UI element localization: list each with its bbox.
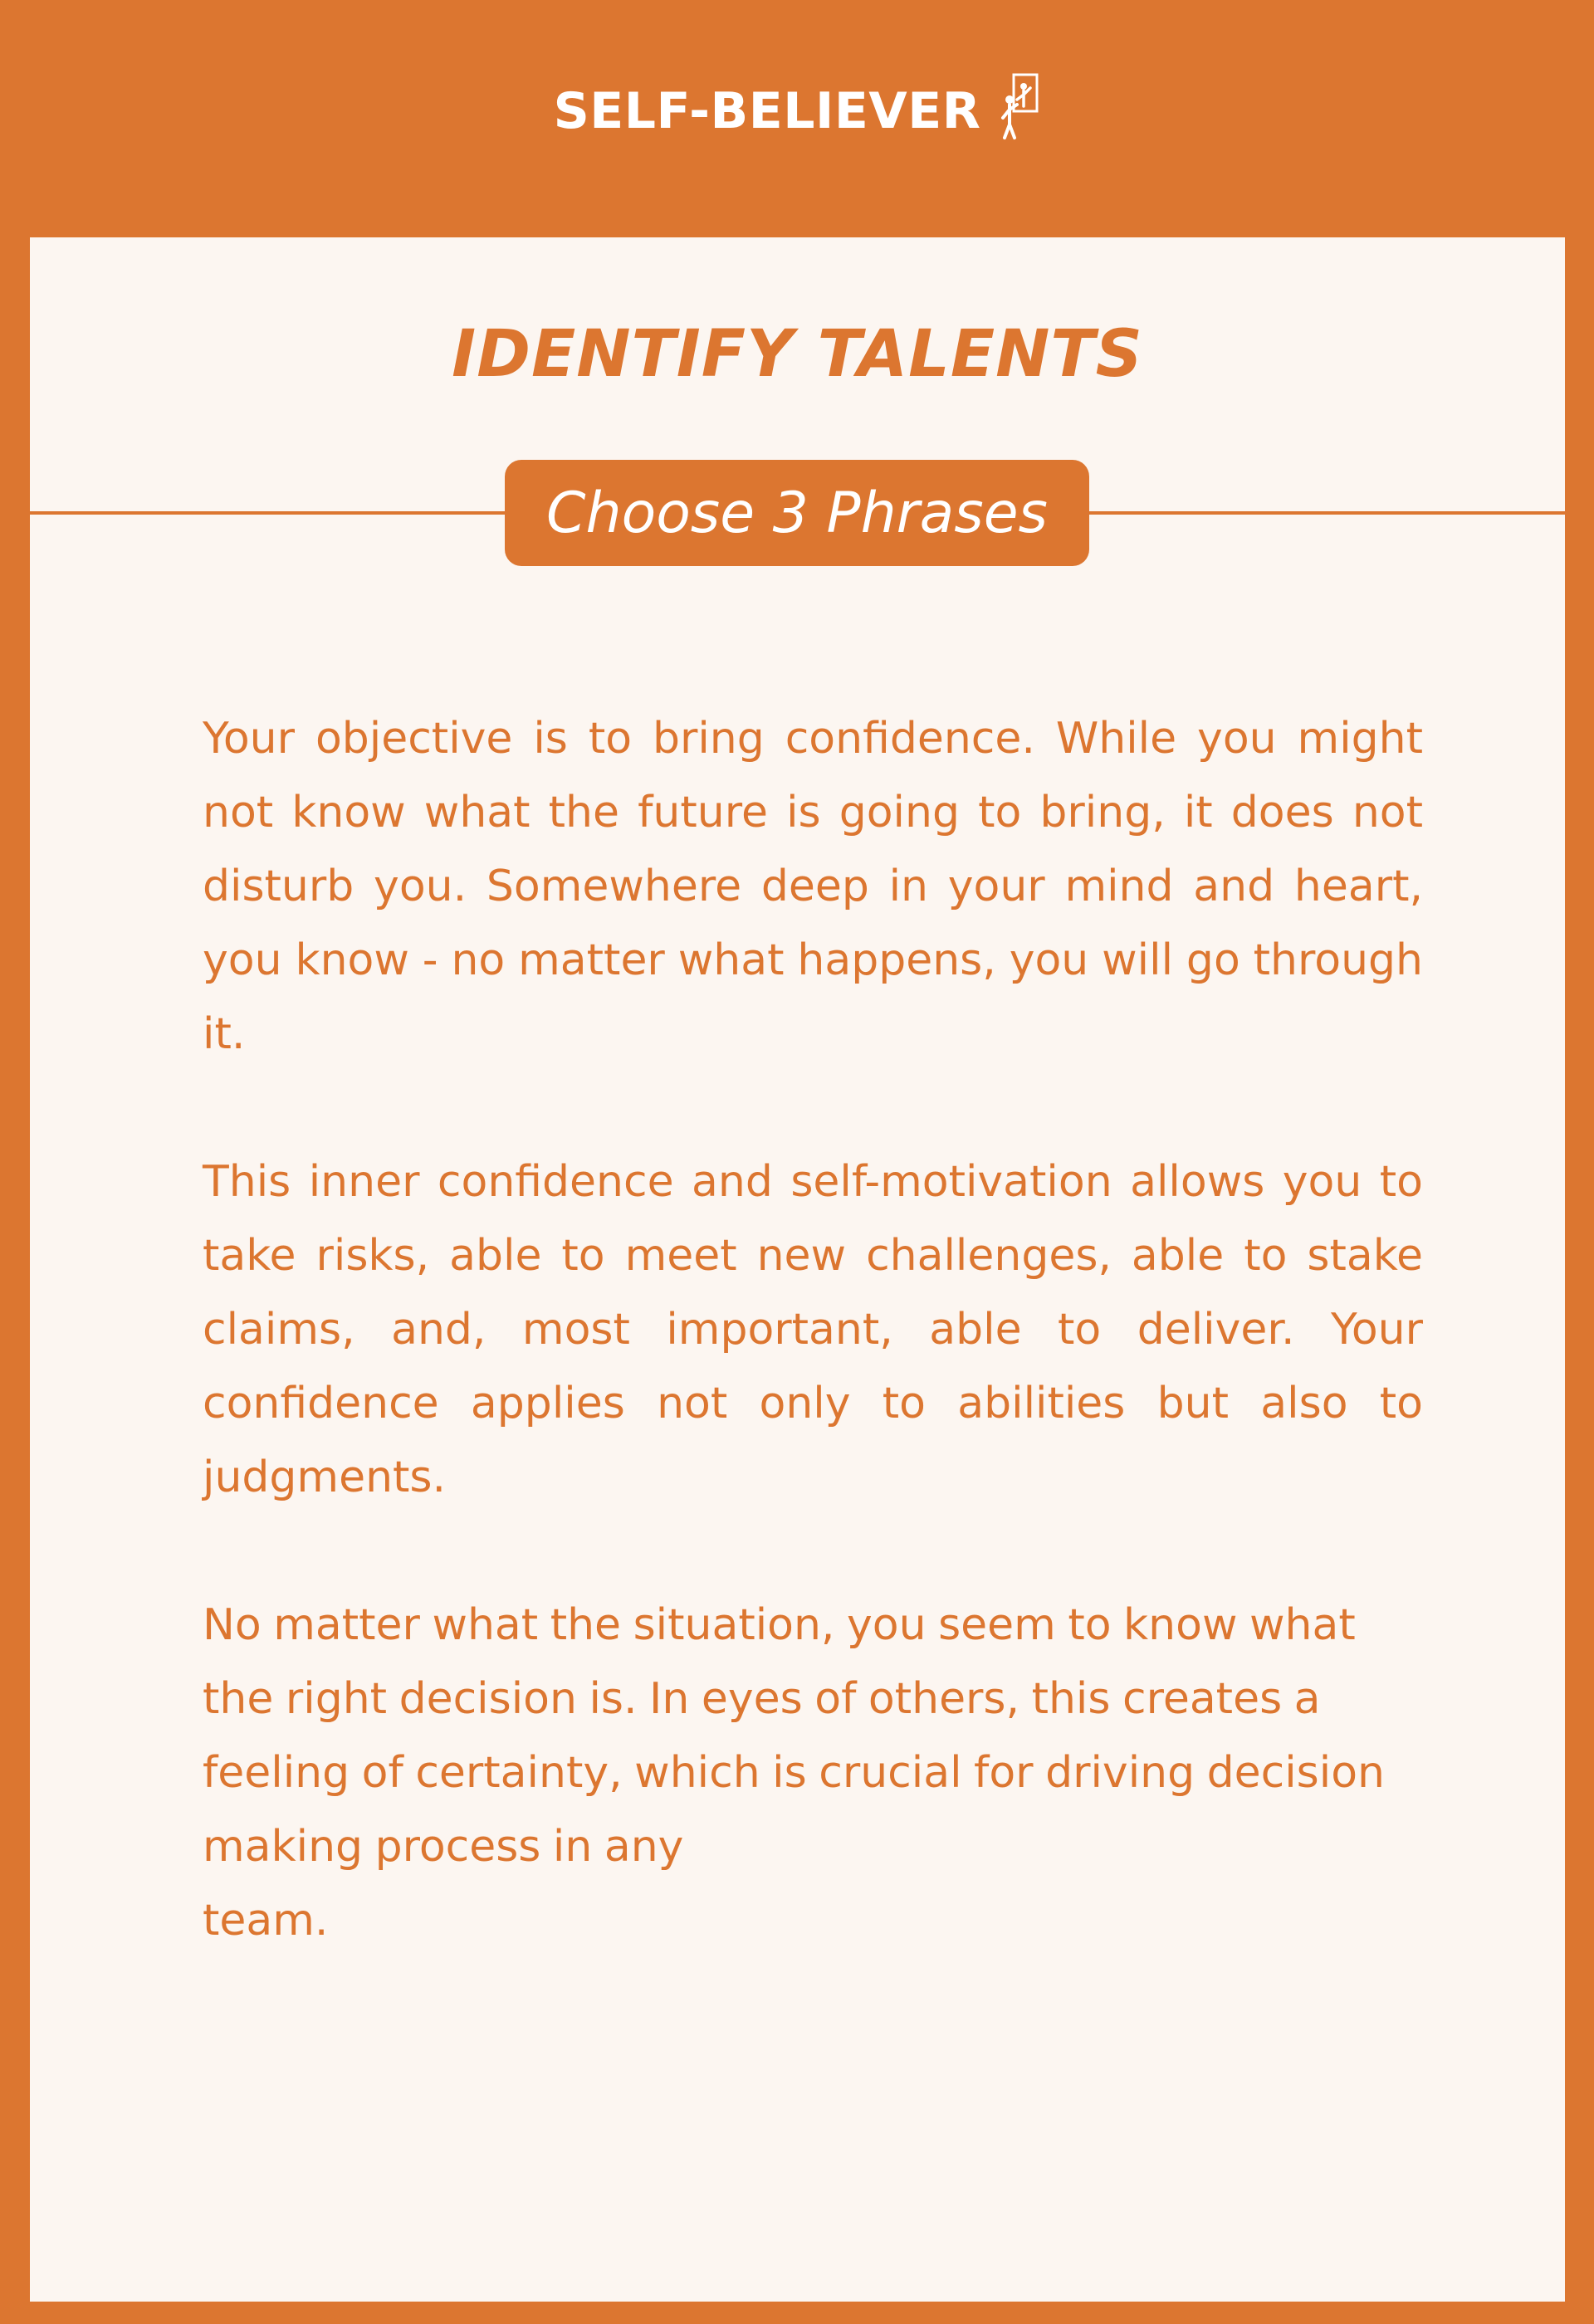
instruction-badge	[505, 460, 1089, 566]
brand	[554, 81, 1041, 141]
brand-name: SELF-BELIEVER	[553, 82, 981, 140]
body-text	[203, 702, 1423, 1958]
header	[0, 0, 1594, 237]
paragraph-3	[203, 1589, 1423, 1958]
paragraph-3-tail: team.	[203, 1896, 329, 1946]
paragraph-1: Your objective is to bring confidence. While you might not know what the future is going to bring, it does not disturb you. Somewhere deep in your mind and heart, you know - no matter what happens, you will go through it.	[203, 714, 1423, 1059]
paragraph-3-text: No matter what the situation, you seem to know what the right decision is. In eyes of others, this creates a feeling of certainty, which is crucial for driving decision making process in any	[203, 1600, 1385, 1872]
instruction-label: Choose 3 Phrases	[546, 480, 1048, 546]
paragraph-2: This inner confidence and self-motivation allows you to take risks, able to meet new challenges, able to stake claims, and, most important, able to deliver. Your confidence applies not only to abilities but also to judgments.	[203, 1157, 1423, 1502]
content-card	[30, 237, 1565, 2302]
page-title: IDENTIFY TALENTS	[452, 317, 1143, 392]
person-climbing-out-icon	[999, 70, 1040, 141]
